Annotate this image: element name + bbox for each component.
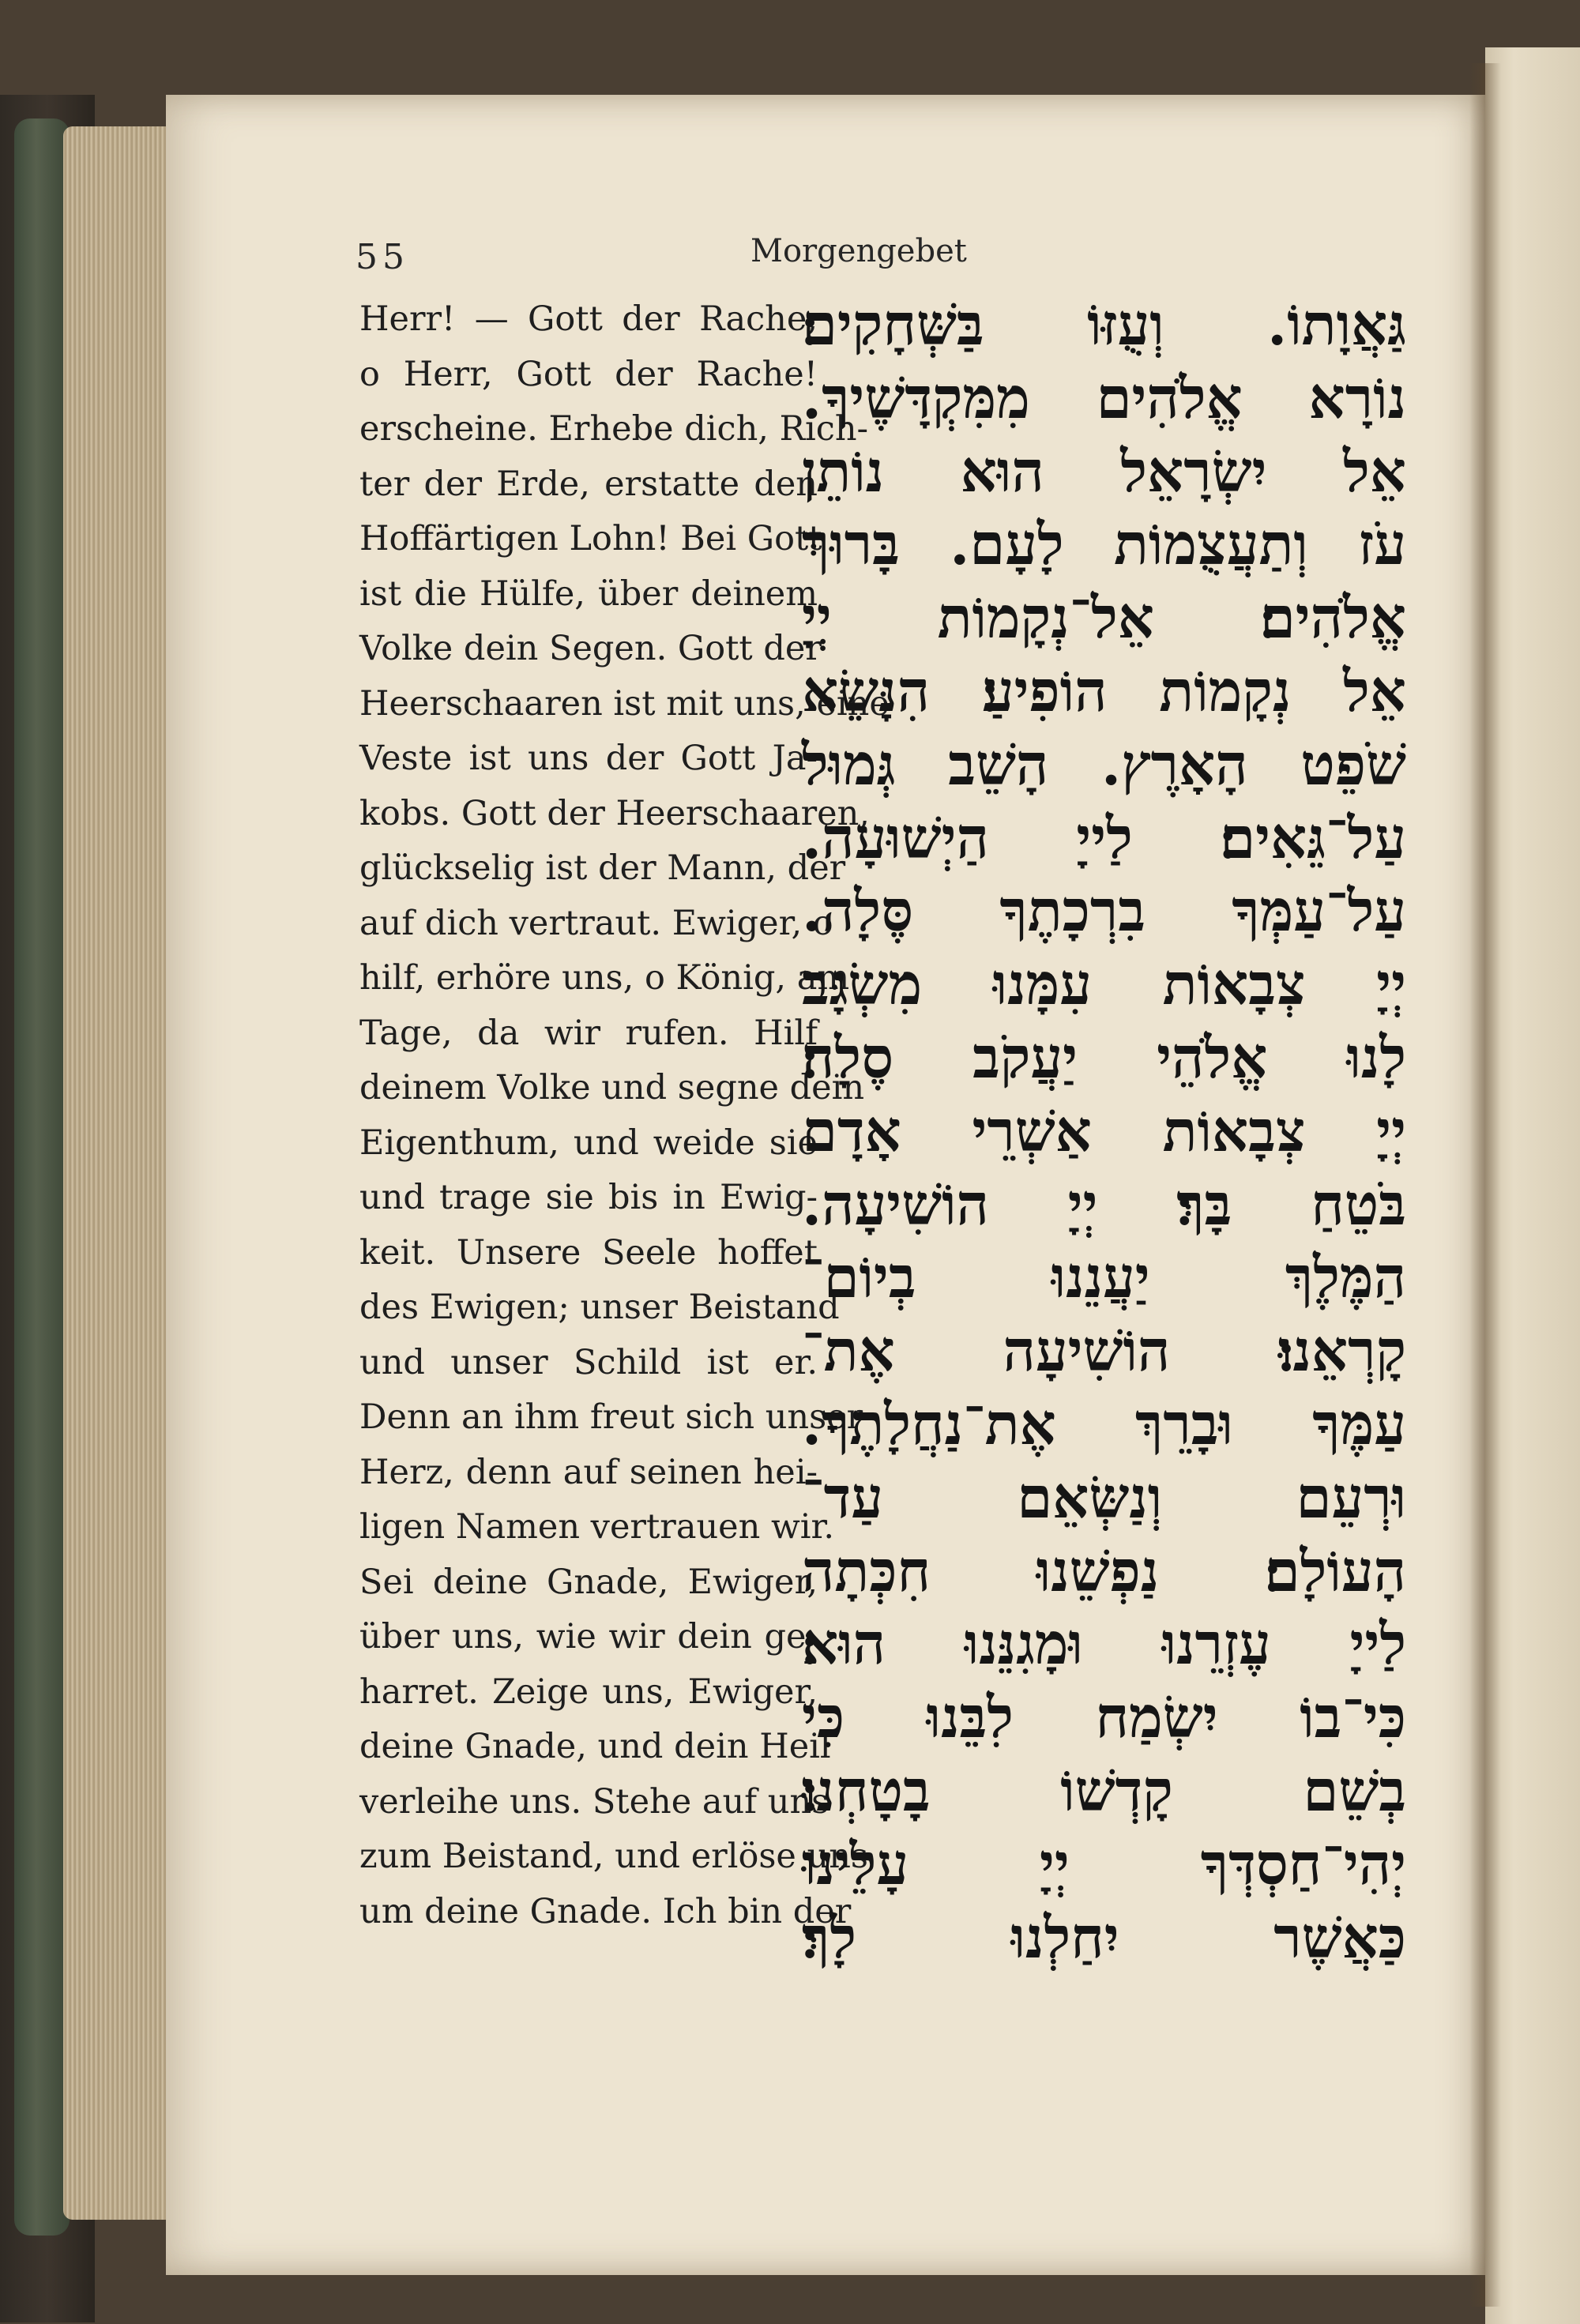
hebrew-line: עַמֶּךָ וּבָרֵךְ אֶת־נַחֲלָתֶךָ. (802, 1390, 1406, 1457)
german-line: glückselig ist der Mann, der (359, 848, 846, 888)
german-line: deinem Volke und segne dein (359, 1068, 865, 1107)
german-line: Denn an ihm freut sich unser (359, 1397, 863, 1437)
running-head: Morgengebet (750, 233, 967, 269)
german-line: Heerschaaren ist mit uns, eine (359, 683, 890, 724)
hebrew-line: נוֹרָא אֱלֹהִים מִמִּקְדָּשֶׁיךָ. (802, 363, 1406, 431)
hebrew-line: עֹז וְתַעֲצֻמוֹת לָעָם. בָּרוּךְ (802, 510, 1406, 578)
german-line: Herr! — Gott der Rache, (359, 299, 818, 339)
hebrew-line: יְהִי־חַסְדְּךָ יְיָ עָלֵינוּ (802, 1829, 1406, 1897)
german-line: kobs. Gott der Heerschaaren, (359, 793, 870, 833)
german-line: und trage sie bis in Ewig- (359, 1178, 818, 1217)
german-line: Volke dein Segen. Gott der (359, 629, 822, 668)
hebrew-line: בֹּטֵחַ בָּךְ׃ יְיָ הוֹשִׁיעָה. (802, 1170, 1406, 1238)
german-line: deine Gnade, und dein Heil (359, 1727, 831, 1766)
german-line: des Ewigen; unser Beistand (359, 1288, 840, 1327)
hebrew-line: גַּאֲוָתוֹ. וְעֻזּוֹ בַּשְּׁחָקִים׃ (802, 291, 1406, 358)
german-line: Herz, denn auf seinen hei- (359, 1452, 818, 1492)
hebrew-line: בְשֵׁם קָדְשׁוֹ בָטָחְנוּ׃ (802, 1756, 1406, 1824)
hebrew-text-column (802, 288, 1406, 1974)
page-number: 55 (356, 237, 409, 277)
hebrew-line: הַמֶּלֶךְ יַעֲנֵנוּ בְיוֹם־ (802, 1243, 1406, 1311)
german-line: Sei deine Gnade, Ewiger, (359, 1562, 818, 1602)
german-line: harret. Zeige uns, Ewiger, (359, 1672, 818, 1712)
hebrew-line: כִּי־בוֹ יִשְׂמַח לִבֵּנוּ כִּי (802, 1683, 1406, 1751)
german-line: zum Beistand, und erlöse uns (359, 1837, 868, 1876)
german-line: über uns, wie wir dein ge- (359, 1617, 818, 1657)
german-line: erscheine. Erhebe dich, Rich- (359, 409, 869, 449)
german-line: Eigenthum, und weide sie (359, 1123, 818, 1163)
german-line: um deine Gnade. Ich bin der (359, 1891, 852, 1931)
hebrew-line: אֱלֹהִים׃ אֵל־נְקָמוֹת יְיָ (802, 584, 1406, 652)
hebrew-line: יְיָ צְבָאוֹת עִמָּנוּ מִשְׂגָּב (802, 950, 1406, 1018)
page-edges (63, 126, 174, 2220)
german-line: keit. Unsere Seele hoffet (359, 1232, 818, 1273)
hebrew-line: קָרְאֵנוּ׃ הוֹשִׁיעָה אֶת־ (802, 1317, 1406, 1385)
hebrew-line: עַל־גֵּאִים׃ לַייָ הַיְשׁוּעָה. (802, 803, 1406, 871)
hebrew-line: אֵל נְקָמוֹת הוֹפִיעַ׃ הִנָּשֵׂא (802, 656, 1406, 724)
gutter-shadow (1469, 63, 1501, 2307)
hebrew-line: כַּאֲשֶׁר יִחַלְנוּ לָךְ׃ (802, 1903, 1406, 1971)
book-spine (14, 118, 70, 2236)
german-line: auf dich vertraut. Ewiger, o (359, 903, 833, 943)
hebrew-line: הָעוֹלָם׃ נַפְשֵׁנוּ חִכְּתָה (802, 1536, 1406, 1604)
hebrew-line: שֹׁפֵט הָאָרֶץ. הָשֵׁב גְּמוּל (802, 730, 1406, 798)
german-line: Veste ist uns der Gott Ja- (359, 739, 818, 778)
german-line: ligen Namen vertrauen wir. (359, 1507, 835, 1547)
hebrew-line: לָנוּ אֱלֹהֵי יַעֲקֹב סֶלָה׃ (802, 1023, 1406, 1091)
german-translation-column (359, 292, 890, 1939)
german-line: o Herr, Gott der Rache! (359, 354, 818, 394)
hebrew-line: לַייָ עֶזְרֵנוּ וּמָגִנֵּנוּ הוּא׃ (802, 1610, 1406, 1678)
german-line: verleihe uns. Stehe auf uns (359, 1781, 830, 1822)
hebrew-line: עַל־עַמְּךָ בִרְכָתֶךָ סֶּלָה. (802, 877, 1406, 945)
hebrew-line: וּרְעֵם וְנַשְּׂאֵם עַד־ (802, 1463, 1406, 1531)
german-line: Tage, da wir rufen. Hilf (359, 1013, 818, 1053)
german-line: und unser Schild ist er. (359, 1342, 818, 1382)
german-line: ter der Erde, erstatte den (359, 464, 818, 504)
german-line: ist die Hülfe, über deinem (359, 573, 818, 614)
german-line: hilf, erhöre uns, o König, am (359, 958, 850, 998)
hebrew-line: אֵל יִשְׂרָאֵל הוּא נוֹתֵן (802, 437, 1406, 505)
hebrew-line: יְיָ צְבָאוֹת אַשְׁרֵי אָדָם (802, 1096, 1406, 1164)
german-line: Hoffärtigen Lohn! Bei Gott (359, 519, 822, 558)
